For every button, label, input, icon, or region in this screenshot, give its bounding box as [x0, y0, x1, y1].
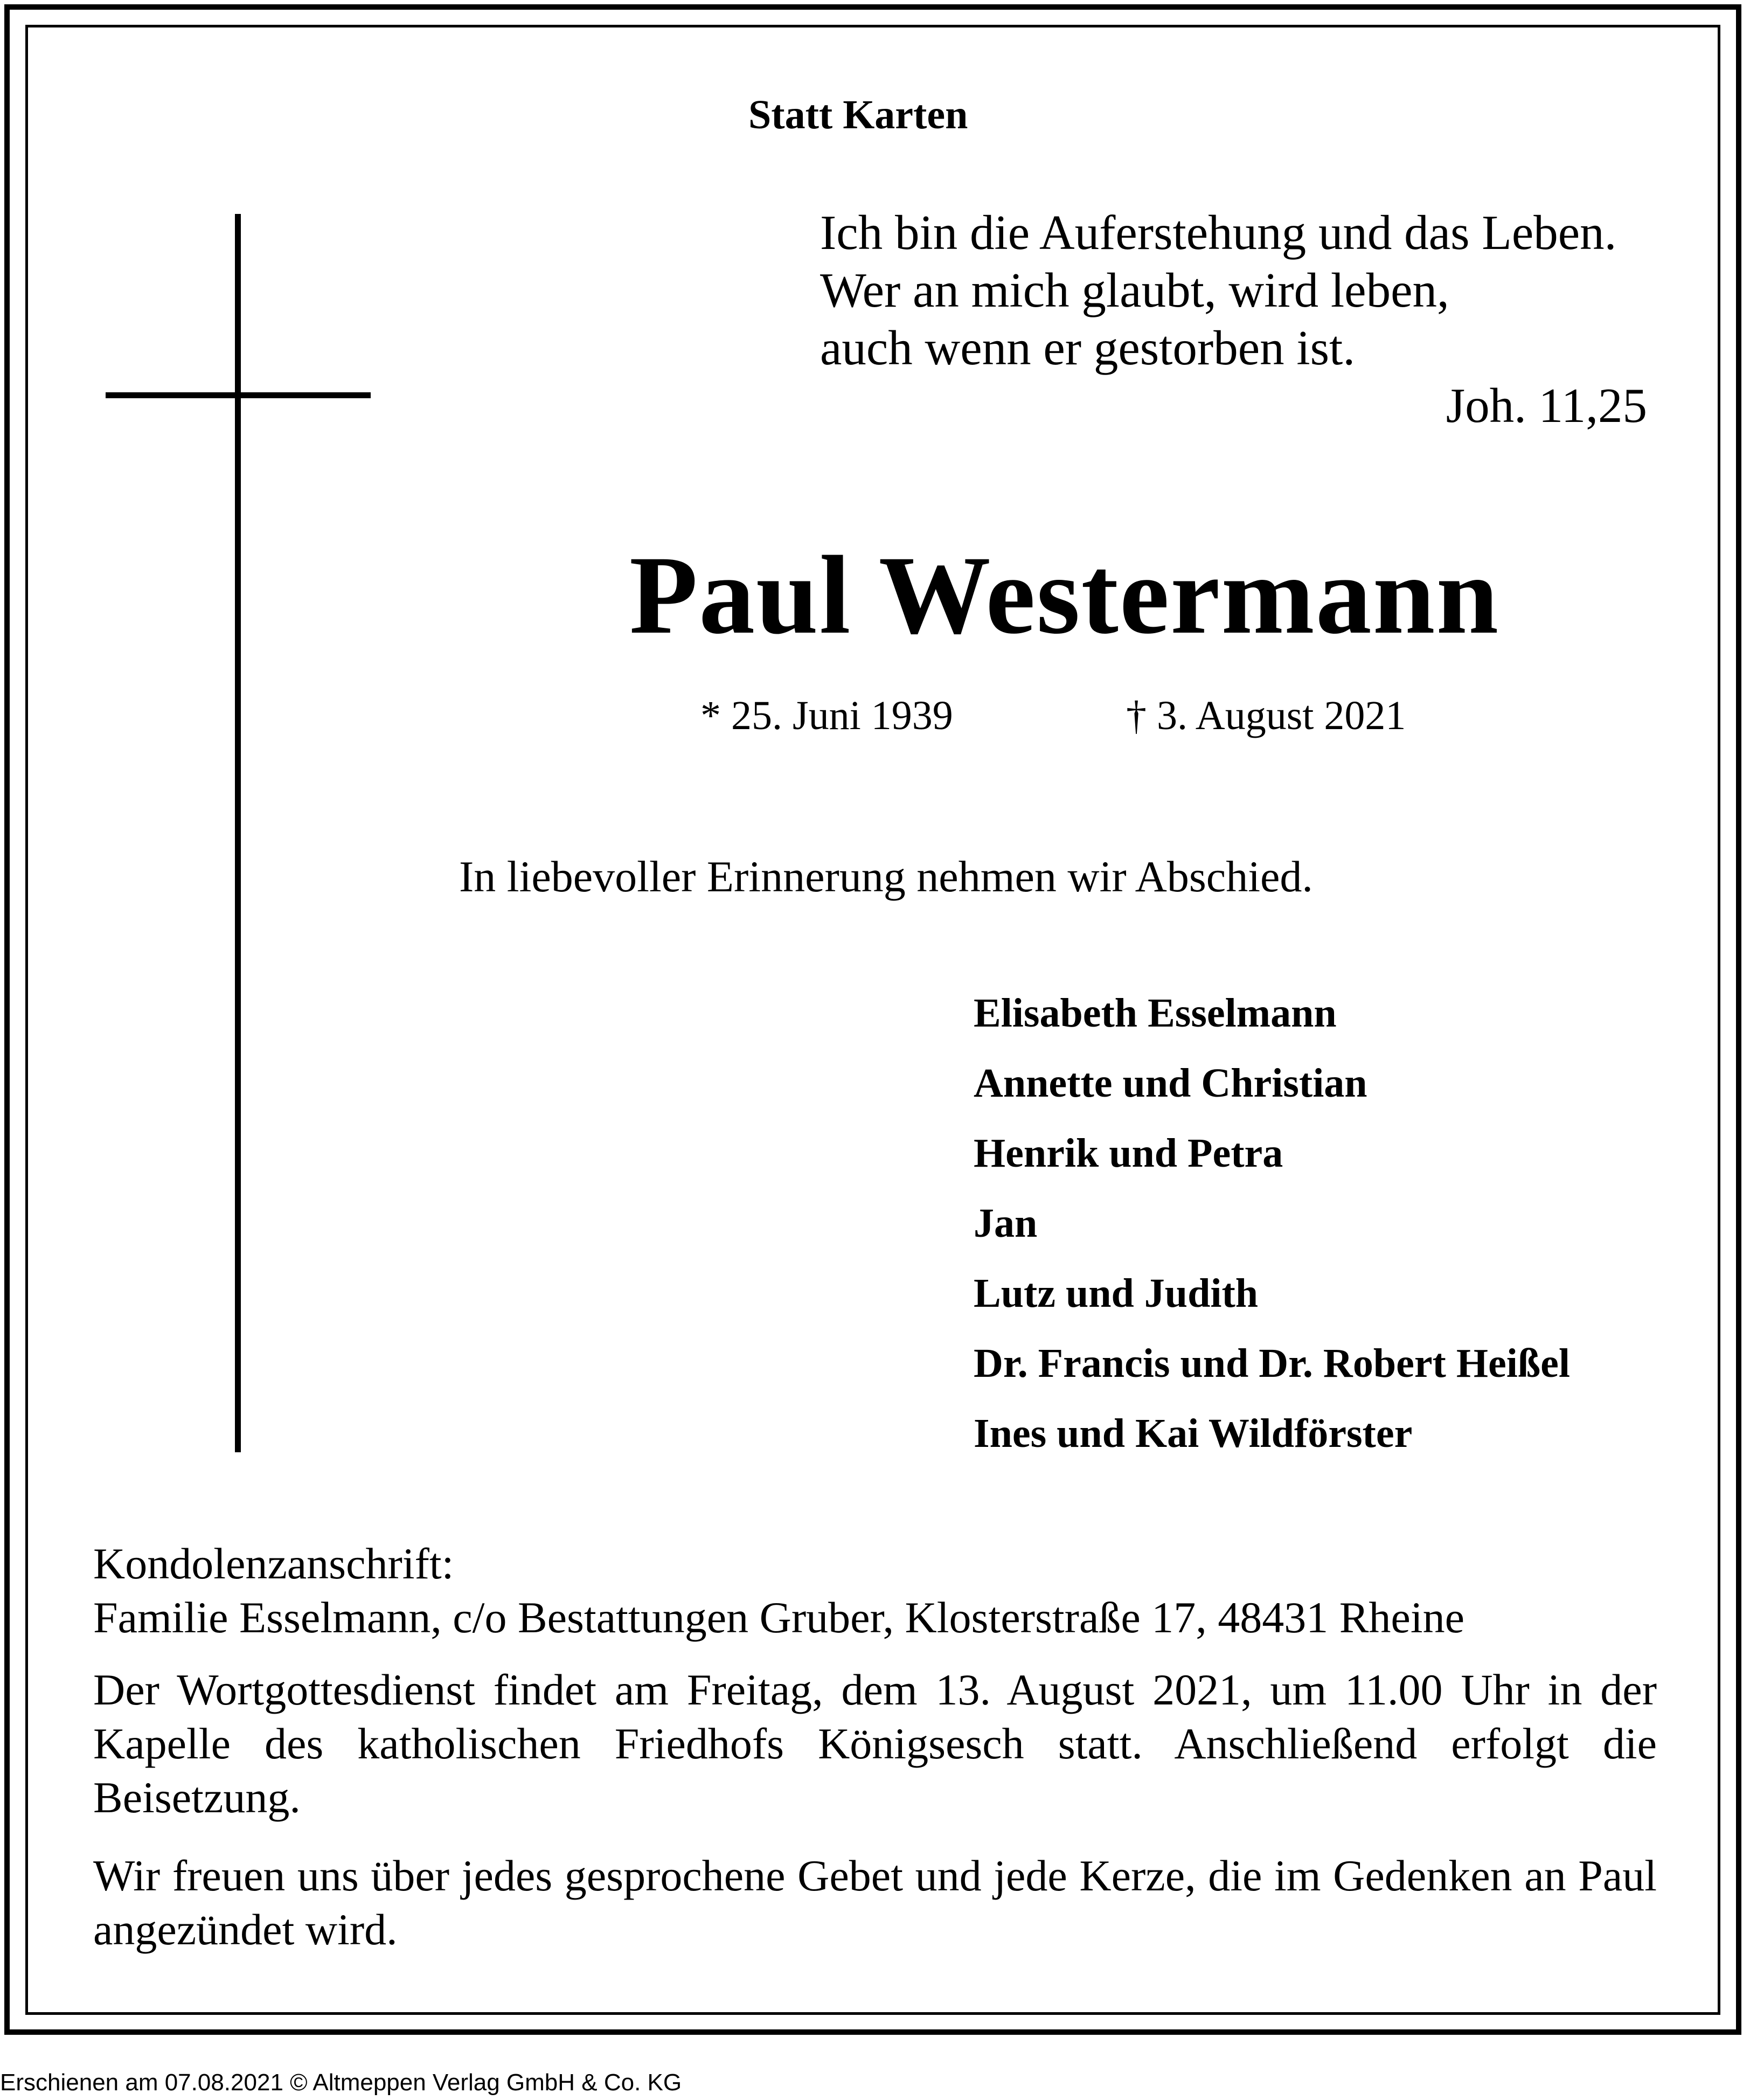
service-paragraph: Der Wortgottesdienst findet am Freitag, dem 13. August 2021, um 11.00 Uhr in der Kapelle des katholischen Friedhofs Königsesch statt. Anschließend erfolgt die Beisetzung.	[93, 1665, 1657, 1822]
mourner-name: Elisabeth Esselmann	[974, 990, 1337, 1036]
closing-paragraph: Wir freuen uns über jedes gesprochene Gebet und jede Kerze, die im Gedenken an Paul angezündet wird.	[93, 1851, 1657, 1954]
cross-horizontal-bar	[106, 392, 371, 398]
mourner-name: Ines und Kai Wildförster	[974, 1411, 1413, 1456]
verse-line: auch wenn er gestorben ist.	[820, 321, 1356, 375]
mourner-name: Henrik und Petra	[974, 1131, 1283, 1176]
condolence-address-block	[93, 1537, 1657, 1645]
birth-date: * 25. Juni 1939	[700, 693, 953, 738]
condolence-label: Kondolenzanschrift:	[93, 1539, 454, 1588]
publication-footer: Erschienen am 07.08.2021 © Altmeppen Verlag GmbH & Co. KG	[0, 2069, 682, 2096]
mourner-name: Dr. Francis und Dr. Robert Heißel	[974, 1341, 1570, 1386]
statt-karten-heading: Statt Karten	[748, 92, 968, 137]
condolence-address: Familie Esselmann, c/o Bestattungen Gruber, Klosterstraße 17, 48431 Rheine	[93, 1593, 1465, 1642]
mourner-name: Jan	[974, 1201, 1038, 1246]
cross-vertical-bar	[235, 214, 241, 1452]
mourner-name: Annette und Christian	[974, 1061, 1367, 1106]
verse-line: Ich bin die Auferstehung und das Leben.	[820, 205, 1617, 260]
bible-verse	[820, 204, 1616, 377]
verse-line: Wer an mich glaubt, wird leben,	[820, 263, 1449, 317]
death-date: † 3. August 2021	[1126, 693, 1406, 738]
farewell-line: In liebevoller Erinnerung nehmen wir Abschied.	[459, 852, 1313, 901]
deceased-name: Paul Westermann	[629, 533, 1500, 657]
verse-reference: Joh. 11,25	[1446, 378, 1647, 433]
mourner-name: Lutz und Judith	[974, 1271, 1259, 1316]
mourners-list	[974, 978, 1570, 1468]
